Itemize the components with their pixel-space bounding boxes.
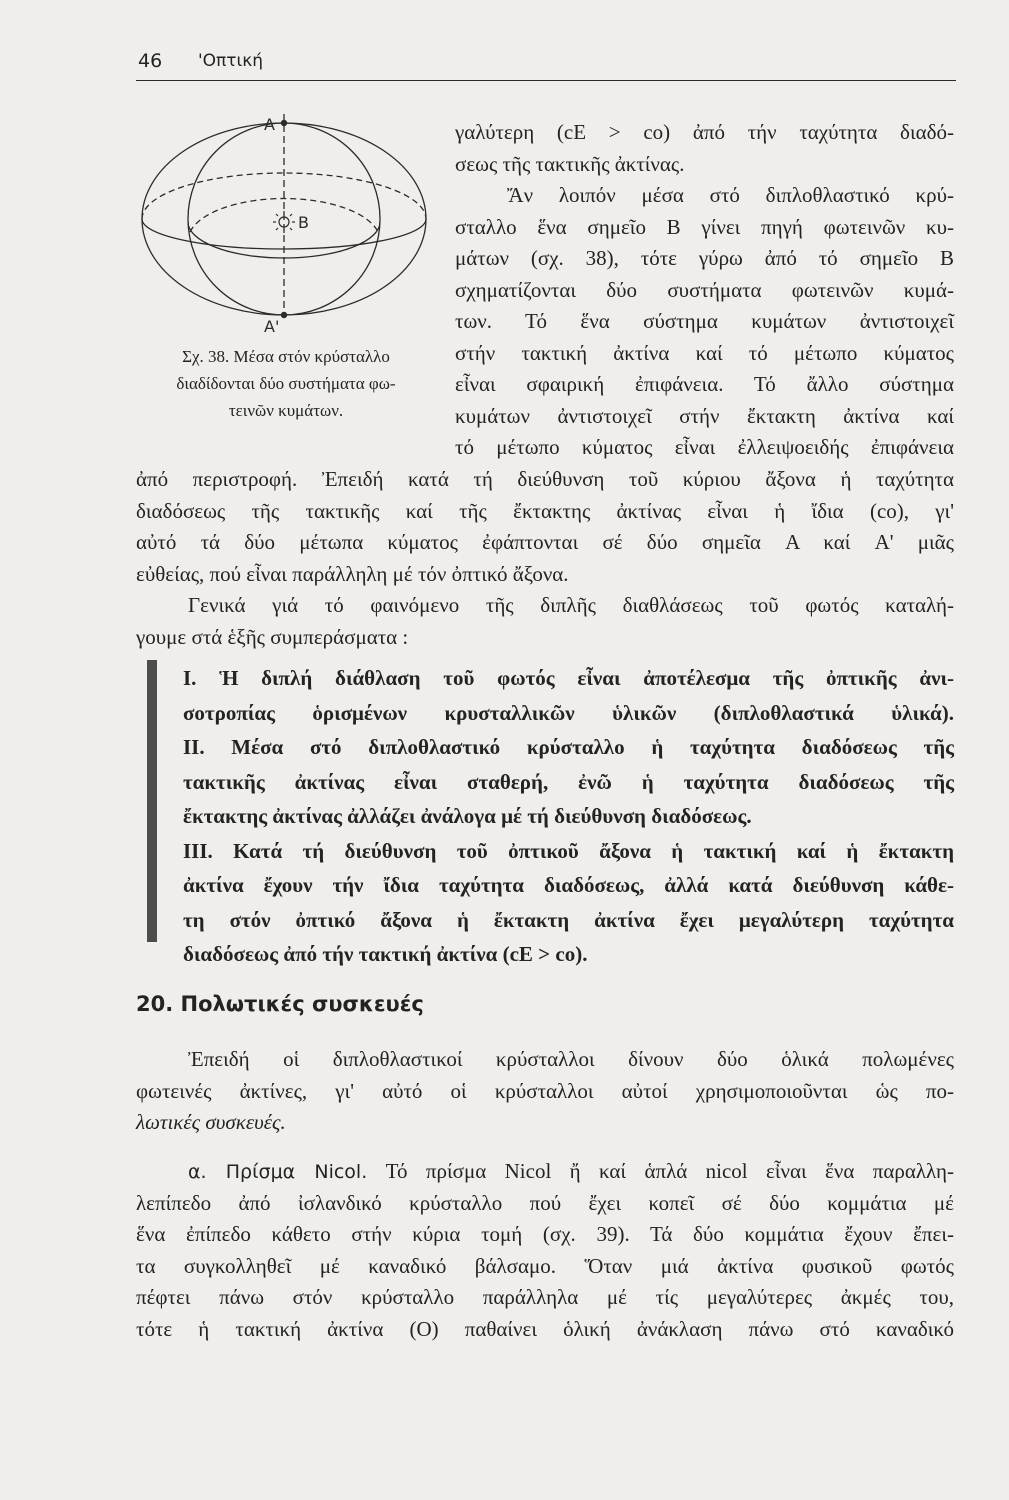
text-line: τότε ἡ τακτική ἀκτίνα (O) παθαίνει ὁλική ἀνάκλαση πάνω στό καναδικό xyxy=(136,1316,954,1341)
conclusion-line: III. Κατά τή διεύθυνση τοῦ ὀπτικοῦ ἄξονα ἡ τακτική καί ἡ ἔκτακτη xyxy=(183,838,954,863)
text-line: γουμε στά ἑξῆς συμπεράσματα : xyxy=(136,624,409,649)
caption-line: Σχ. 38. Μέσα στόν κρύσταλλο xyxy=(182,347,390,366)
running-title: 'Οπτική xyxy=(198,51,264,71)
text-line: αὐτό τά δύο μέτωπα κύματος ἐφάπτονται σέ δύο σημεῖα A καί A' μιᾶς xyxy=(136,530,954,554)
text-line: των. Τό ἕνα σύστημα κυμάτων ἀντιστοιχεῖ xyxy=(455,309,954,333)
text-line: Ἄν λοιπόν μέσα στό διπλοθλαστικό κρύ- xyxy=(507,183,954,207)
section-heading: 20. Πολωτικές συσκευές xyxy=(136,992,424,1016)
label-A: A xyxy=(264,115,275,134)
text-line: κυμάτων ἀντιστοιχεῖ στήν ἔκτακτη ἀκτίνα καί xyxy=(455,403,954,428)
text-fragment: Τό πρίσμα Nicol ἤ καί ἁπλά nicol εἶναι ἕνα παραλλη- xyxy=(385,1159,954,1183)
caption-line: διαδίδονται δύο συστήματα φω- xyxy=(176,374,396,393)
text-line: γαλύτερη (cE > co) ἀπό τήν ταχύτητα διαδό- xyxy=(455,120,954,144)
text-line: λεπίπεδο ἀπό ἰσλανδικό κρύσταλλο πού ἔχει κοπεῖ σέ δύο κομμάτια μέ xyxy=(136,1190,954,1215)
point-A-dot xyxy=(281,120,286,125)
subheading-nicol: α. Πρίσμα Nicol. xyxy=(188,1161,368,1183)
paragraph-3 xyxy=(136,1044,954,1139)
text-line: τα συγκολληθεῖ μέ καναδικό βάλσαμο. Ὅταν μιά ἀκτίνα φυσικοῦ φωτός xyxy=(136,1253,954,1278)
caption-line: τεινῶν κυμάτων. xyxy=(228,401,344,420)
conclusion-line: σοτροπίας ὁρισμένων κρυσταλλικῶν ὑλικῶν (διπλοθλαστικά ὑλικά). xyxy=(183,700,954,725)
text-line: φωτεινές ἀκτίνες, γι' αὐτό οἱ κρύσταλλοι αὐτοί χρησιμοποιοῦνται ὡς πο- xyxy=(136,1078,954,1103)
conclusion-line: ἔκτακτης ἀκτίνας ἀλλάζει ἀνάλογα μέ τή διεύθυνση διαδόσεως. xyxy=(183,804,752,828)
text-line: ἀπό περιστροφή. Ἐπειδή κατά τή διεύθυνση τοῦ κύριου ἄξονα ἡ ταχύτητα xyxy=(136,467,954,491)
text-line: λωτικές συσκευές. xyxy=(136,1110,286,1134)
text-line: μάτων (σχ. 38), τότε γύρω ἀπό τό σημεῖο B xyxy=(455,246,954,270)
conclusion-line: II. Μέσα στό διπλοθλαστικό κρύσταλλο ἡ ταχύτητα διαδόσεως τῆς xyxy=(183,735,954,759)
paragraph-2 xyxy=(136,590,954,653)
label-A-prime: A' xyxy=(264,317,280,336)
text-line: σχηματίζονται δύο συστήματα φωτεινῶν κυμά- xyxy=(455,277,954,302)
conclusion-line: ἀκτίνα ἔχουν τήν ἴδια ταχύτητα διαδόσεως, ἀλλά κατά διεύθυνση κάθε- xyxy=(183,873,954,897)
paragraph-1 xyxy=(136,464,954,590)
text-line: διαδόσεως τῆς τακτικῆς καί τῆς ἔκτακτης ἀκτίνας εἶναι ἡ ἴδια (co), γι' xyxy=(136,498,954,523)
equator-solid xyxy=(142,219,426,249)
right-column-text xyxy=(455,117,954,464)
page-header xyxy=(136,46,956,81)
text-line: πέφτει πάνω στόν κρύσταλλο παράλληλα μέ τίς μεγαλύτερες ἀκμές του, xyxy=(136,1285,954,1309)
text-line xyxy=(136,1156,954,1188)
text-line: τό μέτωπο κύματος εἶναι ἐλλειψοειδής ἐπιφάνεια xyxy=(455,435,954,459)
text-line: εἶναι σφαιρική ἐπιφάνεια. Τό ἄλλο σύστημα xyxy=(455,372,954,396)
text-line: Γενικά γιά τό φαινόμενο τῆς διπλῆς διαθλάσεως τοῦ φωτός καταλή- xyxy=(188,593,954,617)
page-number: 46 xyxy=(138,50,163,72)
conclusions-list xyxy=(183,661,954,972)
figure-38-wavefronts xyxy=(138,112,438,342)
conclusion-line: I. Ἡ διπλή διάθλαση τοῦ φωτός εἶναι ἀποτέλεσμα τῆς ὀπτικῆς ἀνι- xyxy=(183,666,954,690)
text-line: Ἐπειδή οἱ διπλοθλαστικοί κρύσταλλοι δίνουν δύο ὁλικά πολωμένες xyxy=(188,1047,954,1071)
conclusion-line: διαδόσεως ἀπό τήν τακτική ἀκτίνα (cE > co). xyxy=(183,942,588,966)
text-line: σεως τῆς τακτικῆς ἀκτίνας. xyxy=(455,151,685,176)
point-A-prime-dot xyxy=(281,312,286,317)
conclusion-line: τακτικῆς ἀκτίνας εἶναι σταθερή, ἐνῶ ἡ ταχύτητα διαδόσεως τῆς xyxy=(183,769,954,794)
text-line: στήν τακτική ἀκτίνα καί τό μέτωπο κύματος xyxy=(455,340,954,365)
conclusions-side-bar xyxy=(147,660,157,942)
figure-caption xyxy=(136,343,436,424)
text-line: εὐθείας, πού εἶναι παράλληλη μέ τόν ὀπτικό ἄξονα. xyxy=(136,561,569,586)
conclusion-line: τη στόν ὀπτικό ἄξονα ἡ ἔκτακτη ἀκτίνα ἔχει μεγαλύτερη ταχύτητα xyxy=(183,907,954,932)
text-line: ἕνα ἐπίπεδο κάθετο στήν κύρια τομή (σχ. 39). Τά δύο κομμάτια ἔχουν ἔπει- xyxy=(136,1222,954,1246)
text-line: σταλλο ἕνα σημεῖο B γίνει πηγή φωτεινῶν κυ- xyxy=(455,214,954,239)
label-B: B xyxy=(298,213,309,232)
paragraph-4 xyxy=(136,1156,954,1345)
